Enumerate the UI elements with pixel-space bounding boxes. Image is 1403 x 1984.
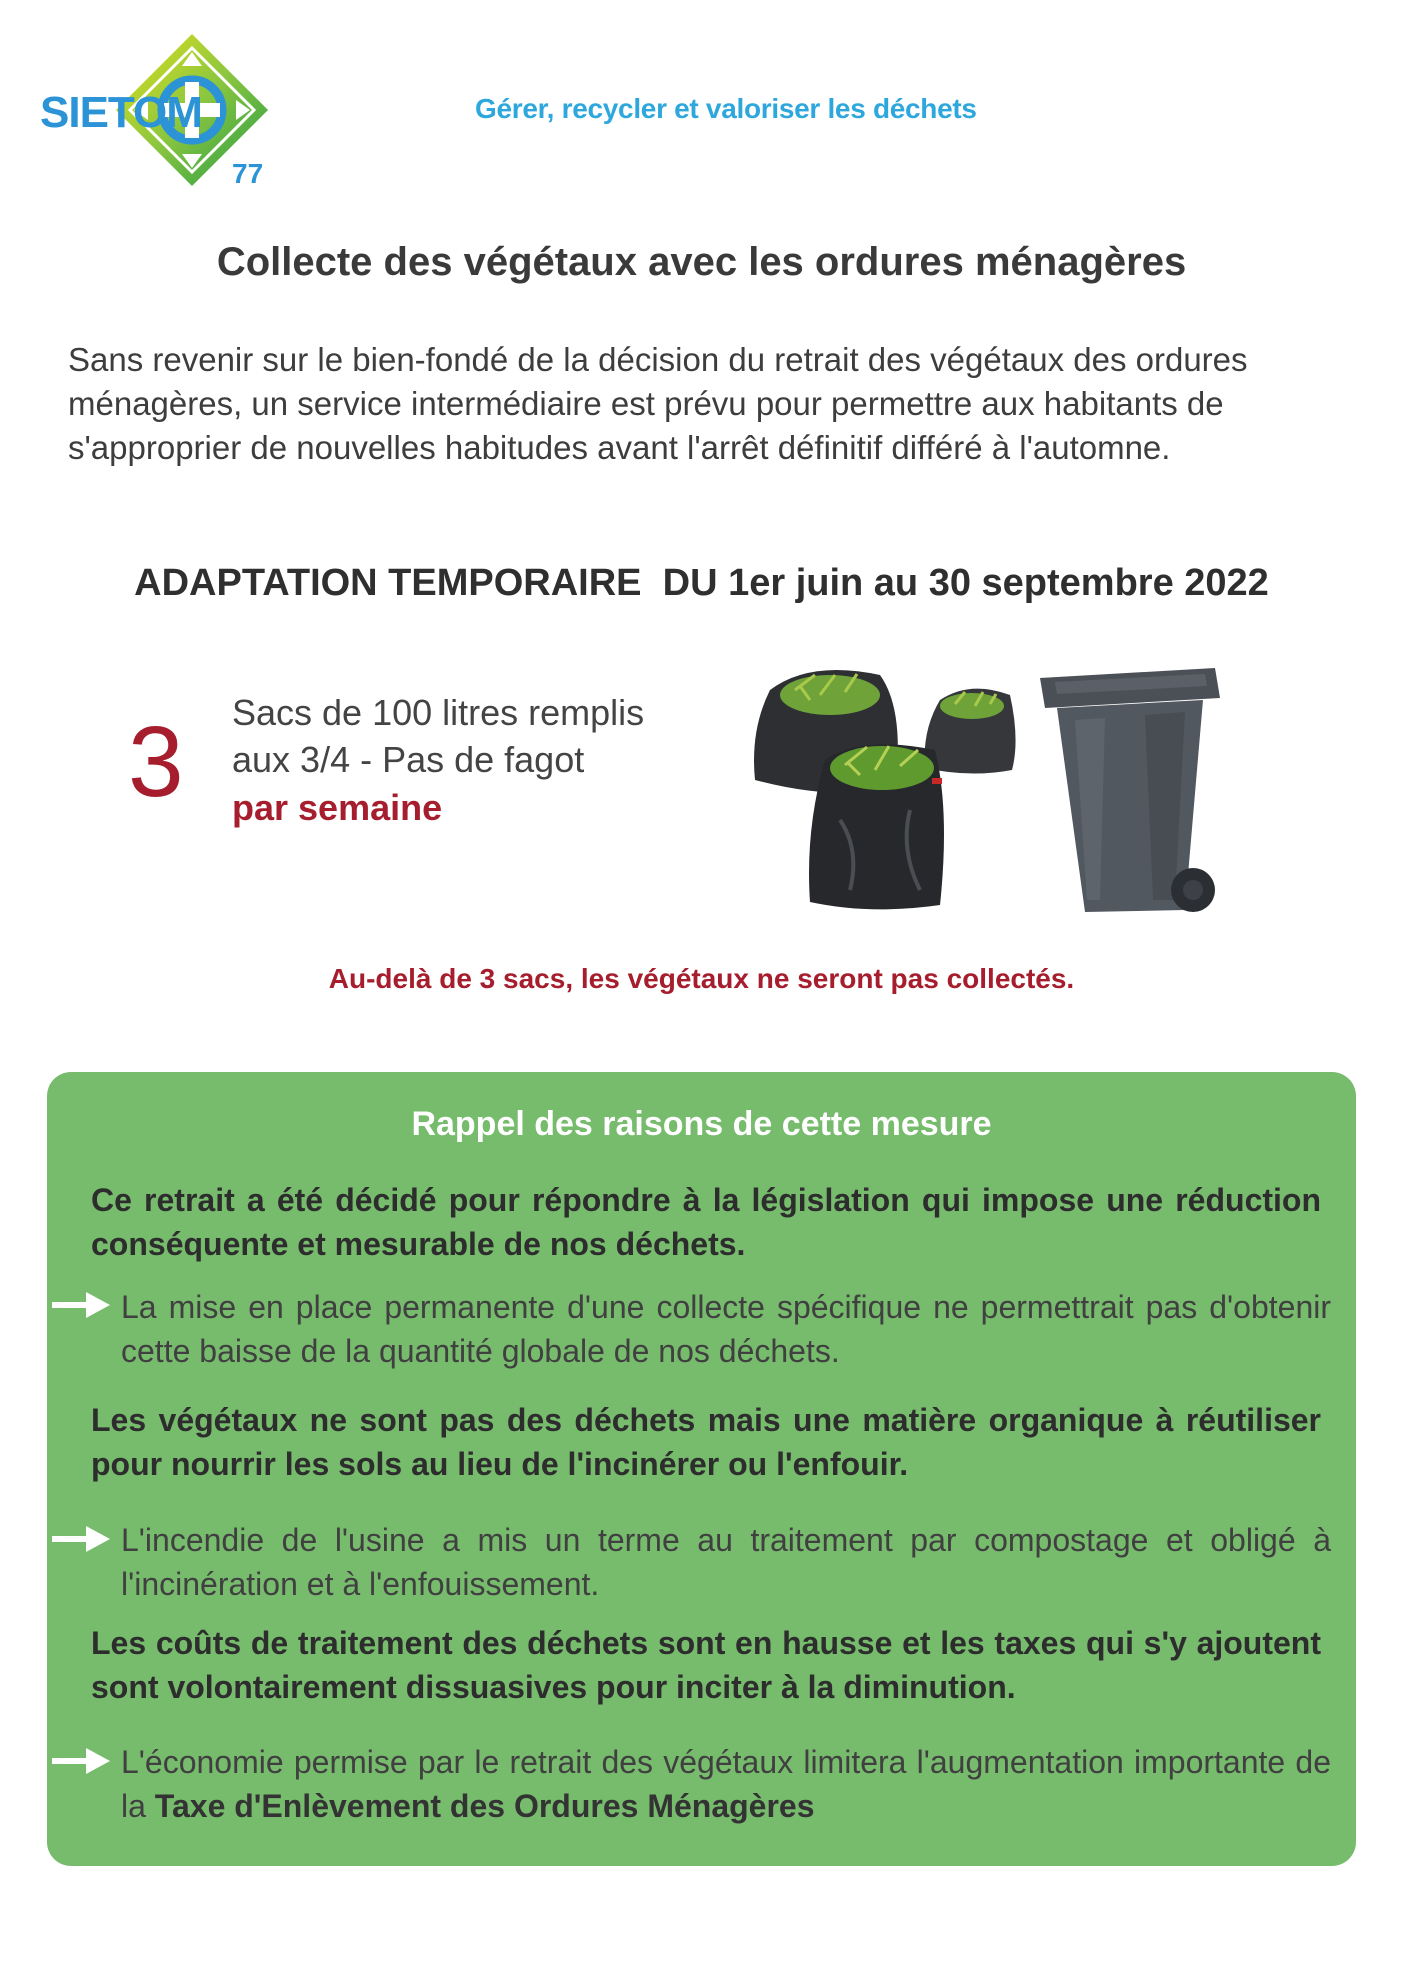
bag-description-line2: aux 3/4 - Pas de fagot	[232, 739, 585, 780]
tax-name: Taxe d'Enlèvement des Ordures Ménagères	[154, 1788, 815, 1824]
point-3-text: L'économie permise par le retrait des végétaux limitera l'augmentation importante de la	[121, 1744, 1331, 1824]
logo-number: 77	[232, 158, 264, 189]
reasons-box-title: Rappel des raisons de cette mesure	[411, 1105, 992, 1143]
point-2: L'incendie de l'usine a mis un terme au traitement par compostage et obligé à l'incinération et à l'enfouissement.	[121, 1522, 1331, 1602]
point-3	[121, 1740, 1331, 1828]
page-title: Collecte des végétaux avec les ordures ménagères	[216, 240, 1187, 284]
logo-text: SIETOM	[40, 88, 202, 137]
reason-1: Ce retrait a été décidé pour répondre à la législation qui impose une réduction conséquente et mesurable de nos déchets.	[91, 1182, 1321, 1262]
arrow-right-icon	[52, 1292, 110, 1318]
reason-2: Les végétaux ne sont pas des déchets mais une matière organique à réutiliser pour nourrir les sols au lieu de l'incinérer ou l'enfouir.	[91, 1402, 1321, 1482]
bag-count: 3	[128, 706, 184, 818]
bag-frequency: par semaine	[232, 787, 443, 828]
tagline: Gérer, recycler et valoriser les déchets	[475, 93, 977, 124]
adaptation-heading: ADAPTATION TEMPORAIRE DU 1er juin au 30 septembre 2022	[134, 562, 1269, 604]
arrow-right-icon	[52, 1748, 110, 1774]
limit-warning: Au-delà de 3 sacs, les végétaux ne seront pas collectés.	[328, 963, 1075, 994]
garden-waste-bags-image	[750, 650, 1070, 920]
wheelie-bin-image	[1035, 660, 1225, 918]
arrow-right-icon	[52, 1526, 110, 1552]
bag-description-line1: Sacs de 100 litres remplis	[232, 692, 645, 733]
point-1: La mise en place permanente d'une collecte spécifique ne permettrait pas d'obtenir cette baisse de la quantité globale de nos déchets.	[121, 1289, 1331, 1369]
reason-3: Les coûts de traitement des déchets sont en hausse et les taxes qui s'y ajoutent sont volontairement dissuasives pour inciter à la diminution.	[91, 1625, 1321, 1705]
intro-paragraph: Sans revenir sur le bien-fondé de la décision du retrait des végétaux des ordures ménagères, un service intermédiaire est prévu pour permettre aux habitants de s'approprier de nouvelles habitudes avant l'arrêt définitif différé à l'automne.	[68, 341, 1248, 466]
sietom-logo	[36, 30, 286, 195]
